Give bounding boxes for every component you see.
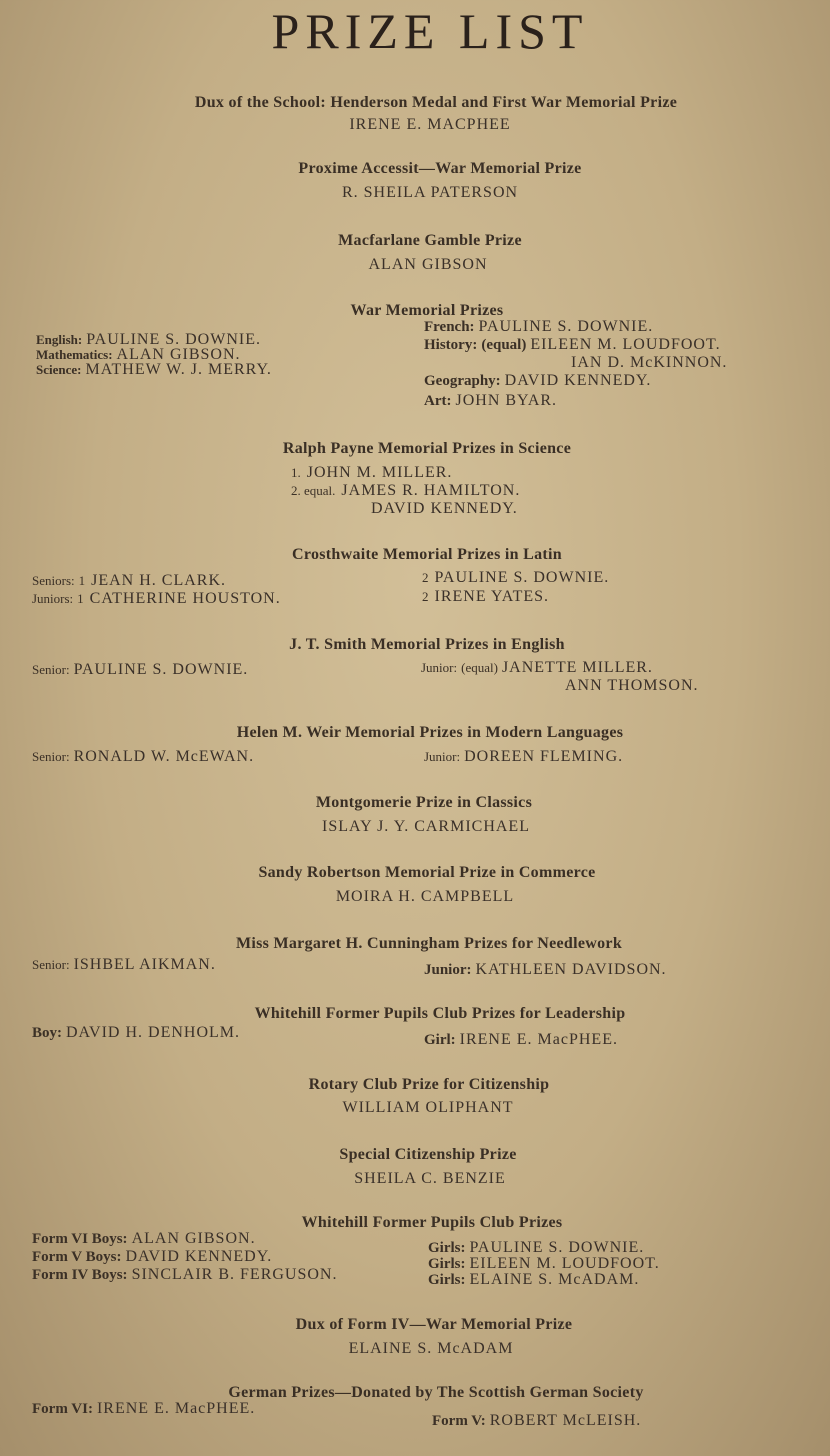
formiv-heading: Dux of Form IV—War Memorial Prize [295,1316,573,1333]
war-memorial-left-list [36,332,272,377]
war-memorial-mathematics: Mathematics: ALAN GIBSON. [36,346,241,363]
leadership-boy: Boy: DAVID H. DENHOLM. [32,1024,241,1041]
rotary-heading: Rotary Club Prize for Citizenship [308,1076,550,1093]
macfarlane-name: ALAN GIBSON [368,256,488,273]
german-form-v: Form V: ROBERT McLEISH. [432,1412,642,1429]
fpclub-boys-list [32,1230,337,1284]
page-title: PRIZE LIST [271,3,589,59]
montgomerie-name: ISLAY J. Y. CARMICHAEL [322,818,530,835]
fpclub-form-vi-boys: Form VI Boys: ALAN GIBSON. [32,1230,256,1247]
macfarlane-heading: Macfarlane Gamble Prize [338,232,522,249]
war-memorial-english: English: PAULINE S. DOWNIE. [36,331,261,348]
fpclub-girls-3: Girls: ELAINE S. McADAM. [428,1271,640,1288]
crosthwaite-juniors-second: 2 IRENE YATES. [422,588,550,605]
crosthwaite-seniors: Seniors: 1 JEAN H. CLARK. [32,572,227,589]
crosthwaite-heading: Crosthwaite Memorial Prizes in Latin [291,546,563,563]
sandy-heading: Sandy Robertson Memorial Prize in Commerce [258,864,596,881]
weir-heading: Helen M. Weir Memorial Prizes in Modern Languages [236,724,624,741]
war-memorial-history-second: IAN D. McKINNON. [571,354,728,371]
special-heading: Special Citizenship Prize [339,1146,517,1163]
jtsmith-heading: J. T. Smith Memorial Prizes in English [289,636,565,653]
rotary-name: WILLIAM OLIPHANT [342,1099,514,1116]
war-memorial-science: Science: MATHEW W. J. MERRY. [36,361,272,378]
war-memorial-history: History: (equal) EILEEN M. LOUDFOOT. [424,336,721,353]
needlework-heading: Miss Margaret H. Cunningham Prizes for Needlework [235,935,623,952]
fpclub-heading: Whitehill Former Pupils Club Prizes [301,1214,563,1231]
war-memorial-geography: Geography: DAVID KENNEDY. [424,372,652,389]
ralph-second-b: DAVID KENNEDY. [371,500,518,517]
jtsmith-junior: Junior: (equal) JANETTE MILLER. [421,659,653,676]
dux-name: IRENE E. MACPHEE [349,116,511,133]
weir-senior: Senior: RONALD W. McEWAN. [32,748,255,765]
fpclub-form-iv-boys: Form IV Boys: SINCLAIR B. FERGUSON. [32,1266,338,1283]
jtsmith-senior: Senior: PAULINE S. DOWNIE. [32,661,249,678]
war-memorial-heading: War Memorial Prizes [350,302,504,319]
crosthwaite-juniors: Juniors: 1 CATHERINE HOUSTON. [32,590,281,607]
ralph-second: 2. equal. JAMES R. HAMILTON. [291,482,521,499]
ralph-heading: Ralph Payne Memorial Prizes in Science [282,440,572,457]
ralph-first: 1. JOHN M. MILLER. [291,464,453,481]
war-memorial-french: French: PAULINE S. DOWNIE. [424,318,654,335]
fpclub-girls-1: Girls: PAULINE S. DOWNIE. [428,1239,645,1256]
dux-heading: Dux of the School: Henderson Medal and First War Memorial Prize [194,94,678,111]
fpclub-girls-2: Girls: EILEEN M. LOUDFOOT. [428,1255,660,1272]
fpclub-girls-list [428,1240,660,1288]
weir-junior: Junior: DOREEN FLEMING. [424,748,624,765]
proxime-name: R. SHEILA PATERSON [341,184,519,201]
formiv-name: ELAINE S. McADAM [348,1340,514,1357]
war-memorial-art: Art: JOHN BYAR. [424,392,558,409]
leadership-girl: Girl: IRENE E. MacPHEE. [424,1031,618,1048]
jtsmith-junior-second: ANN THOMSON. [565,677,699,694]
proxime-heading: Proxime Accessit—War Memorial Prize [298,160,582,177]
needlework-senior: Senior: ISHBEL AIKMAN. [32,956,216,973]
sandy-name: MOIRA H. CAMPBELL [335,888,515,905]
german-heading: German Prizes—Donated by The Scottish German Society [228,1384,644,1401]
crosthwaite-seniors-second: 2 PAULINE S. DOWNIE. [422,569,610,586]
fpclub-form-v-boys: Form V Boys: DAVID KENNEDY. [32,1248,273,1265]
needlework-junior: Junior: KATHLEEN DAVIDSON. [424,961,667,978]
german-form-vi: Form VI: IRENE E. MacPHEE. [32,1400,256,1417]
special-name: SHEILA C. BENZIE [354,1170,506,1187]
leadership-heading: Whitehill Former Pupils Club Prizes for Leadership [254,1005,626,1022]
montgomerie-heading: Montgomerie Prize in Classics [315,794,533,811]
